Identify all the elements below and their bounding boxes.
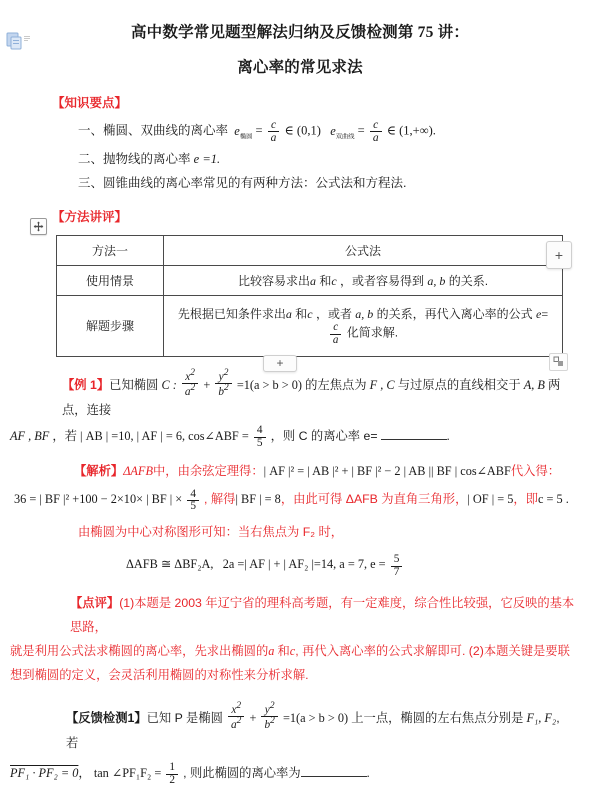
feedback-line-2 [10,762,576,787]
document-title-line2: 离心率的常见求法 [237,59,363,76]
kp2-index: 二、 [78,152,104,167]
row2-pre: 比较容易求出 [237,274,310,289]
feedback-line1-post: 上一点，椭圆的左右焦点分别是 [351,710,524,725]
commentary-text-2-mid: 和 [277,643,290,658]
example-ruo: ，若 [52,428,77,443]
methods-table [56,235,563,356]
analysis-label: 【解析】 [74,464,124,479]
kp3-index: 三、 [78,175,104,190]
feedback-label: 【反馈检测1】 [66,710,147,725]
ex-x-den: a [184,385,191,398]
analysis-result-fraction [391,554,403,579]
commentary-text-2-post: , 再代入离心率的公式求解即可. (2)本题关键是要联 [295,643,570,658]
analysis-jiede: , 解得 [204,492,236,507]
method-explanation-heading: 【方法讲评】 [52,210,128,225]
fb-tan-num: 1 [166,762,178,775]
document-title-line1: 高中数学常见题型解法归纳及反馈检测第 75 讲： [130,24,470,41]
example-eq-tail: =1(a > b > 0) [236,377,303,392]
row2-mid: 和 [319,274,332,289]
table-cell-label: 使用情景 [57,266,164,296]
fb-x-den: a [231,719,237,732]
analysis-triangle: ΔAFB [123,464,153,479]
row3-rel: 的关系，再代入离心率的公式 [376,307,533,322]
feedback-tan-fraction [166,762,178,787]
row2-post: ，或者容易得到 [340,274,425,289]
ana-frac-den: 5 [190,500,196,513]
row3-mid: 和 [295,307,308,322]
kp1-fraction-1 [268,119,280,144]
feedback-vector-eq: PF₁ · PF₂ = 0 [10,765,79,780]
row2-end: 的关系. [448,274,489,289]
ex-y-den: b [218,385,225,398]
ex-x-num: x [185,370,191,383]
example-fc: F , C [369,377,395,392]
knowledge-point-3 [78,176,600,192]
kp3-text: 圆锥曲线的离心率常见的有两种方法：公式法和方程法. [103,175,407,190]
analysis-of-value: | OF | = 5 [467,492,514,507]
kp1-range-2: ∈ (1,+∞). [386,123,436,138]
feedback-eq-tail: =1(a > b > 0) [282,710,349,725]
analysis-cn1: 中，由余弦定理得： [152,464,264,479]
table-cell-value: 先根据已知条件求出a 和c ，或者 a, b 的关系，再代入离心率的公式 e= $\frac{c}{a}$ 化简求解. [164,296,563,356]
table-resize-handle-icon[interactable] [549,353,568,371]
commentary-label: 【点评】 [70,595,120,610]
row3-pre: 先根据已知条件求出 [177,307,286,322]
analysis-cosine-law: | AF |² = | AB |² + | BF |² − 2 | AB || BF | cos∠ABF [263,464,511,479]
example-1-line-1: 【例 1】已知椭圆 C : $\frac{x^2}{a^2}$ + $\frac{y^2}{b^2}$ =1(a > b > 0) 的左焦点为 F , C 与过原点的直线相交于 A, B 两点，连接 [62,367,561,417]
analysis-right-triangle: ，由此可得 ΔAFB 为直角三角形， [280,492,468,507]
fb-x-num: x [231,703,237,716]
feedback-answer-blank[interactable] [301,765,367,776]
example-cos: cos∠ABF = [188,428,249,443]
table-cell-label: 解题步骤 [57,296,164,356]
knowledge-points-heading: 【知识要点】 [52,96,128,110]
commentary-line-2: 就是利用公式法求椭圆的离心率，先求出椭圆的a 和c, 再代入离心率的公式求解即可. (2)本题关键是要联 [10,643,570,658]
commentary-line-3 [10,664,582,688]
fb-tan-den: 2 [169,774,176,787]
analysis-ji: ，即 [513,492,539,507]
ex-cos-num: 4 [254,425,266,438]
example-af-bf: AF , BF [10,428,50,443]
commentary-line-1 [70,591,586,640]
table-row [57,266,563,296]
row3-end: 化简求解. [346,325,399,340]
analysis-congruence: ΔAFB ≅ ΔBF₂A, [126,557,214,572]
example-line2-end: . [446,428,450,443]
kp1-index: 一、 [78,123,104,138]
table-cell-label: 方法一 [57,236,164,266]
table-row [57,236,563,266]
table-cell-value: 公式法 [164,236,563,266]
feedback-line2-post: , 则此椭圆的离心率为 [183,765,301,780]
feedback-foci: F₁, F₂ [526,710,557,725]
example-line1-post2: 与过原点的直线相交于 [397,377,521,392]
analysis-fraction [187,489,199,514]
kp1-frac2-den: a [372,132,379,145]
example-line1-post: 的左焦点为 [305,377,367,392]
example-answer-blank[interactable] [381,428,447,439]
kp1-frac2-num: c [370,119,382,132]
kp1-text: 椭圆、双曲线的离心率 [103,123,229,138]
table-row [57,296,563,356]
analysis-line-1 [74,460,574,484]
feedback-frac-x: $\frac{x^2}{a^2}$ [228,702,244,732]
ana-res-num: 5 [391,554,403,567]
table-move-handle-icon[interactable] [30,218,47,235]
example-ab: A, B [523,377,545,392]
ana-res-den: 7 [393,565,400,578]
row3-post: ，或者 [315,307,352,322]
fb-y-num: y [264,703,270,716]
analysis-cn2: 代入得： [510,464,561,479]
example-label: 【例 1】 [62,377,110,392]
row3-frac-den: a [332,333,339,346]
paste-options-icon[interactable] [6,30,32,54]
example-line1-post3: 两点，连接 [62,377,561,417]
analysis-bf-value: | BF | = 8 [235,492,281,507]
analysis-symmetry-text: 由椭圆为中心对称图形可知：当右焦点为 F₂ 时， [78,525,344,540]
feedback-frac-y: $\frac{y^2}{b^2}$ [261,702,277,732]
knowledge-point-1: 一、椭圆、双曲线的离心率 $e_{椭圆}$ = $\frac{c}{a}$ ∈ (0,1) $e_{双曲线}$ = $\frac{c}{a}$ ∈ (1,+∞). [78,119,436,145]
example-cos-fraction [254,425,266,450]
table-add-column-button[interactable]: + [546,241,572,269]
example-line2-post: ，则 C 的离心率 e= [270,428,378,443]
methods-table-wrapper [56,235,564,371]
kp1-range-1: ∈ (0,1) [284,123,321,138]
example-frac-x: $\frac{x^2}{a^2}$ [182,369,198,399]
kp1-e1-subscript: 椭圆 [239,133,253,141]
commentary-text-2-pre: 就是利用公式法求椭圆的离心率，先求出椭圆的 [10,643,269,658]
table-add-row-button[interactable]: + [263,355,297,372]
example-frac-y: $\frac{y^2}{b^2}$ [215,369,231,399]
feedback-line2-end: . [366,765,370,780]
feedback-line1-pre: 已知 P 是椭圆 [146,710,223,725]
feedback-line-1: 【反馈检测1】已知 P 是椭圆 $\frac{x^2}{a^2}$ + $\frac{y^2}{b^2}$ =1(a > b > 0) 上一点，椭圆的左右焦点分别是 F₁, F₂, 若 [66,700,560,750]
kp1-frac1-den: a [270,132,277,145]
fb-y-den: b [264,719,271,732]
table-cell-value: 比较容易求出a 和c ，或者容易得到 a, b 的关系. [164,266,563,296]
row3-fraction [330,322,342,346]
analysis-line-2 [14,488,584,513]
kp2-formula: e =1. [193,152,221,167]
analysis-line-3 [78,521,600,545]
ana-frac-num: 4 [187,489,199,502]
example-curve-c: C : [161,377,177,392]
kp1-e1: $e_{椭圆}$ [234,123,253,141]
ex-y-num: y [218,370,224,383]
example-1-line-2 [10,425,570,450]
kp2-text: 抛物线的离心率 [103,152,191,167]
kp1-e2: $e_{双曲线}$ [330,123,355,141]
ex-cos-den: 5 [256,437,263,450]
commentary-text-3: 想到椭圆的定义，会灵活利用椭圆的对称性来分析求解. [10,667,309,682]
analysis-c-value: c = 5 . [538,492,569,507]
kp1-e2-subscript: 双曲线 [335,133,355,141]
analysis-eccentricity-eq: 2a =| AF | + | AF₂ |=14, a = 7, e = [222,557,386,572]
analysis-eq-start: 36 = | BF |² +100 − 2×10× | BF | × [14,492,183,507]
example-line1-pre: 已知椭圆 [109,377,159,392]
feedback-tan: tan ∠PF₁F₂ = [93,765,162,780]
row3-frac-num: c [330,322,342,335]
kp1-frac1-num: c [268,119,280,132]
analysis-line-4 [126,553,600,578]
feedback-ruo: , 若 [66,710,560,750]
feedback-comma: ， [78,765,91,780]
knowledge-point-2 [78,152,600,168]
example-lengths: | AB | =10, | AF | = 6, [80,428,186,443]
kp1-fraction-2 [370,119,382,144]
commentary-text-1: (1)本题是 2003 年辽宁省的理科高考题，有一定难度，综合性比较强，它反映的基本思路， [70,595,575,635]
